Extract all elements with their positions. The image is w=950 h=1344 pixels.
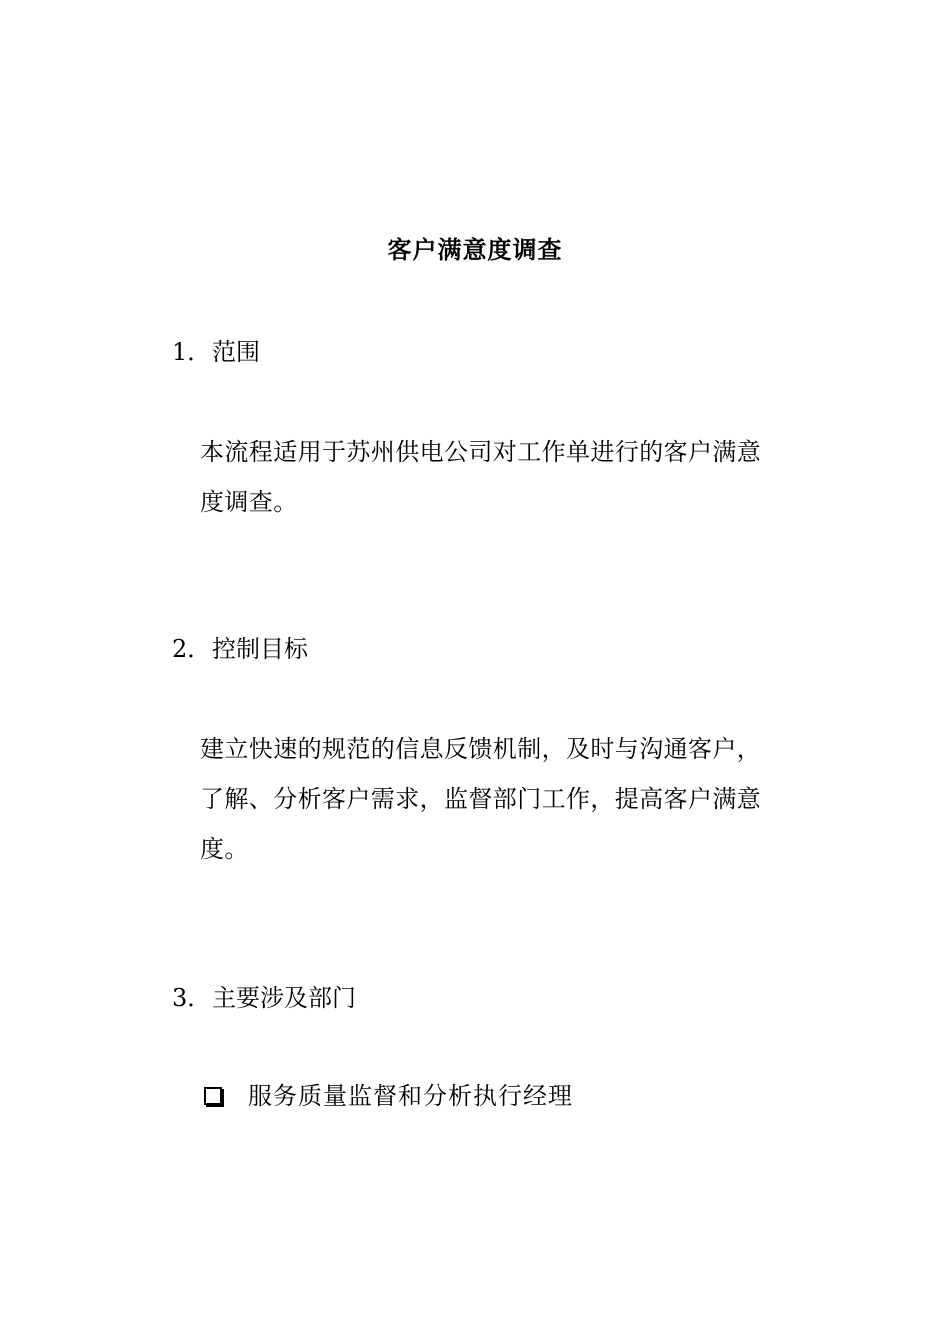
section-heading-departments xyxy=(172,980,356,1016)
paragraph-line: 本流程适用于苏州供电公司对工作单进行的客户满意 xyxy=(200,438,762,466)
section-body-scope xyxy=(200,427,820,527)
section-number: 3． xyxy=(172,984,212,1012)
section-title: 范围 xyxy=(212,338,260,366)
paragraph-line: 建立快速的规范的信息反馈机制，及时与沟通客户， xyxy=(200,735,762,763)
section-number: 2． xyxy=(172,635,212,663)
section-heading-control-objective xyxy=(172,631,308,667)
paragraph-line: 度调查。 xyxy=(200,488,298,516)
list-item xyxy=(202,1078,573,1114)
list-item-text: 服务质量监督和分析执行经理 xyxy=(248,1082,573,1110)
section-title: 控制目标 xyxy=(212,635,308,663)
page-title: 客户满意度调查 xyxy=(387,235,563,264)
section-title: 主要涉及部门 xyxy=(212,984,356,1012)
section-body-control-objective xyxy=(200,724,820,874)
paragraph-line: 了解、分析客户需求，监督部门工作，提高客户满意 xyxy=(200,785,762,813)
section-number: 1． xyxy=(172,338,212,366)
paragraph-line: 度。 xyxy=(200,835,249,863)
section-heading-scope xyxy=(172,334,260,370)
checkbox-icon xyxy=(204,1087,222,1105)
